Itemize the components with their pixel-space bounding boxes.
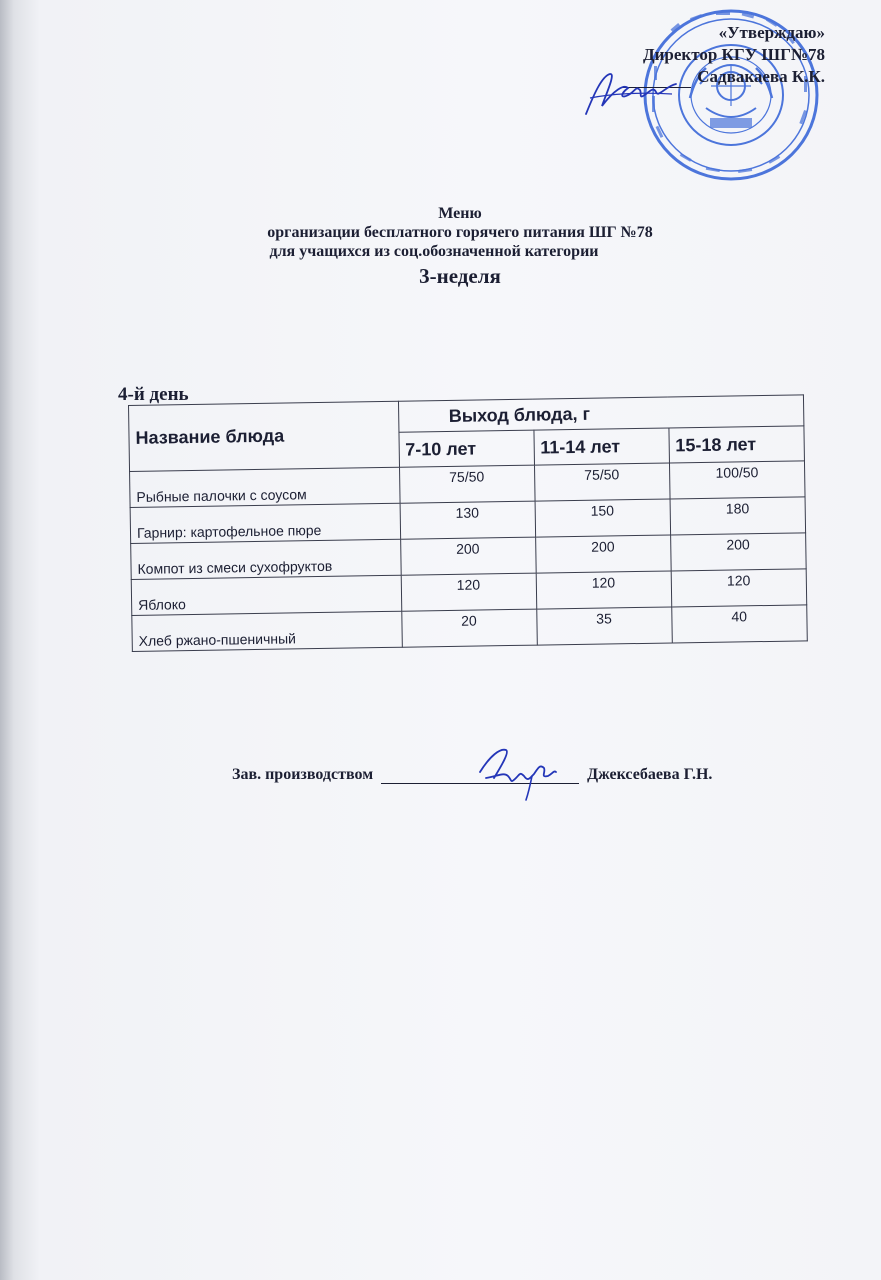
yield-value: 120: [671, 569, 807, 607]
yield-value: 130: [400, 501, 536, 539]
dish-name: Рыбные палочки с соусом: [130, 467, 400, 507]
column-header-age-7-10: 7-10 лет: [398, 430, 534, 467]
dish-name: Гарнир: картофельное пюре: [130, 503, 400, 543]
yield-value: 120: [536, 571, 672, 609]
approval-position: Директор КГУ ШГ№78: [642, 45, 825, 64]
document-heading: [180, 204, 740, 286]
yield-value: 150: [535, 499, 671, 537]
heading-week: 3-неделя: [419, 264, 501, 288]
footer-name: Джексебаева Г.Н.: [587, 766, 713, 783]
heading-category: для учащихся из соц.обозначенной категории: [269, 243, 599, 260]
column-header-dish: Название блюда: [129, 401, 400, 471]
yield-value: 75/50: [399, 465, 535, 503]
yield-value: 120: [401, 573, 537, 611]
production-manager-signature: [470, 742, 560, 802]
yield-value: 100/50: [669, 461, 805, 499]
dish-name: Хлеб ржано-пшеничный: [132, 611, 402, 651]
dish-name: Яблоко: [131, 575, 401, 615]
dish-name: Компот из смеси сухофруктов: [131, 539, 401, 579]
column-header-age-15-18: 15-18 лет: [669, 426, 805, 463]
menu-table: [128, 394, 808, 652]
yield-value: 75/50: [534, 463, 670, 501]
footer-role: Зав. производством: [232, 766, 374, 783]
heading-organization: организации бесплатного горячего питания ШГ №78: [267, 224, 653, 241]
approval-title: «Утверждаю»: [718, 23, 825, 42]
director-signature: [580, 64, 680, 122]
heading-menu: Меню: [438, 205, 482, 222]
yield-value: 40: [671, 605, 807, 643]
yield-value: 180: [670, 497, 806, 535]
yield-value: 200: [670, 533, 806, 571]
column-header-yield: Выход блюда, г: [398, 395, 804, 432]
yield-value: 35: [536, 607, 672, 645]
yield-value: 200: [535, 535, 671, 573]
day-label: 4-й день: [118, 384, 189, 405]
yield-value: 20: [401, 609, 537, 647]
yield-value: 200: [400, 537, 536, 575]
approval-name: Садвакаева К.К.: [697, 67, 825, 86]
column-header-age-11-14: 11-14 лет: [534, 428, 670, 465]
